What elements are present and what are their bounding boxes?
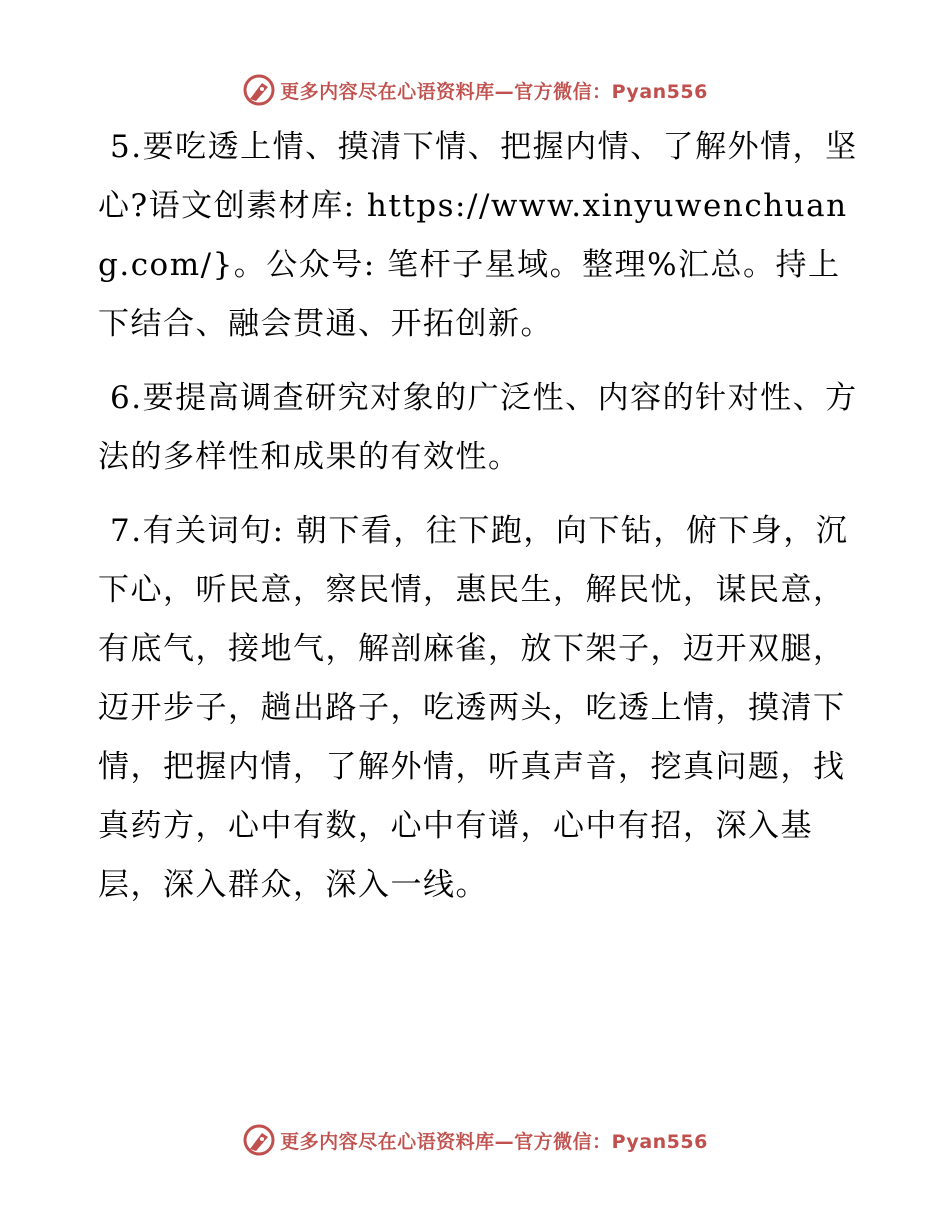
paragraph-text: 7.有关词句: 朝下看，往下跑，向下钻，俯下身，沉下心，听民意，察民情，惠民生，解民忧，谋民意，有底气，接地气，解剖麻雀，放下架子，迈开双腿，迈开步子，趟出路子，吃透两头，吃透上情，摸清下情，把握内情，了解外情，听真声音，挖真问题，找真药方，心中有数，心中有谱，心中有招，深入基层，深入群众，深入一线。 bbox=[98, 513, 849, 903]
header-banner-text: 更多内容尽在心语资料库—官方微信：Pyan556 bbox=[280, 80, 708, 103]
paragraph-text: 5.要吃透上情、摸清下情、把握内情、了解外情，坚心?语文创素材库: https://www.xinyuwenchuang.com/}。公众号: 笔杆子星域。整理%汇总。持上下结合、融会贯通、开拓创新。 bbox=[98, 129, 858, 342]
pen-nib-logo-icon bbox=[242, 1123, 276, 1157]
pen-nib-logo-icon bbox=[242, 73, 276, 107]
footer-banner-text: 更多内容尽在心语资料库—官方微信：Pyan556 bbox=[280, 1130, 708, 1153]
paragraph-6 bbox=[98, 369, 858, 487]
header-banner-inner bbox=[242, 73, 708, 107]
footer-banner bbox=[0, 1120, 950, 1160]
paragraph-7 bbox=[98, 502, 858, 915]
paragraph-text: 6.要提高调查研究对象的广泛性、内容的针对性、方法的多样性和成果的有效性。 bbox=[98, 380, 858, 475]
paragraph-5 bbox=[98, 118, 858, 354]
footer-banner-inner bbox=[242, 1123, 708, 1157]
document-body bbox=[98, 118, 858, 930]
header-banner bbox=[0, 70, 950, 110]
